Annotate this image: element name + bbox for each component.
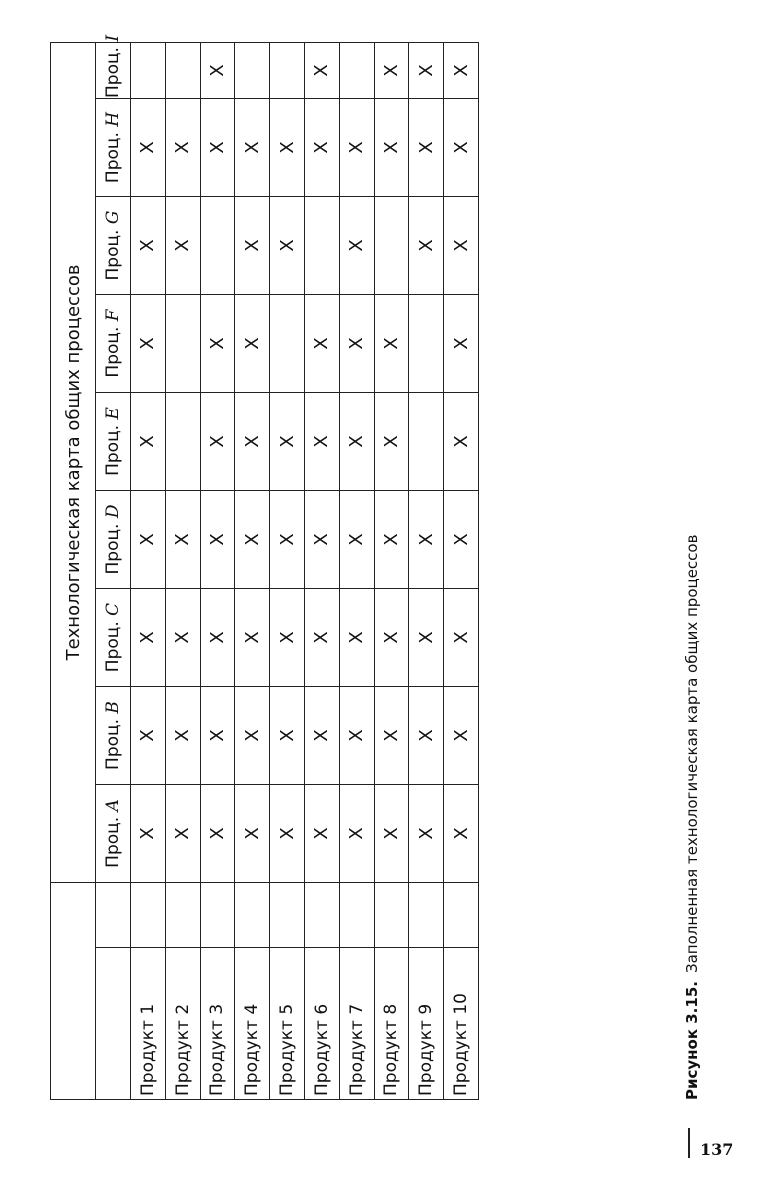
x-mark: X [276, 729, 298, 742]
column-letter: H [103, 111, 123, 127]
mark-cell [374, 42, 409, 98]
x-mark: X [346, 435, 368, 448]
x-mark: X [172, 141, 194, 154]
x-mark: X [346, 827, 368, 840]
table-title: Технологическая карта общих процессов [51, 42, 96, 882]
mark-cell [444, 42, 479, 98]
mark-cell [165, 785, 200, 883]
row-label: Продукт 4 [235, 948, 270, 1100]
column-header-i [96, 34, 131, 98]
x-mark: X [241, 239, 263, 252]
x-mark: X [206, 435, 228, 448]
column-header-f [96, 295, 131, 393]
mark-cell [131, 393, 166, 491]
header-blank-cell [51, 883, 96, 1100]
x-mark: X [241, 435, 263, 448]
x-mark: X [311, 827, 333, 840]
x-mark: X [241, 729, 263, 742]
mark-cell [409, 785, 444, 883]
mark-cell [409, 393, 444, 491]
mark-cell [165, 197, 200, 295]
x-mark: X [276, 239, 298, 252]
mark-cell [235, 42, 270, 98]
column-letter: D [103, 504, 123, 519]
mark-cell [409, 687, 444, 785]
x-mark: X [380, 533, 402, 546]
mark-cell [339, 295, 374, 393]
x-mark: X [450, 141, 472, 154]
x-mark: X [137, 141, 159, 154]
mark-cell [165, 42, 200, 98]
x-mark: X [137, 729, 159, 742]
table-row [374, 42, 409, 1099]
caption-label: Рисунок 3.15. [683, 981, 701, 1100]
figure-caption [683, 480, 705, 1100]
mark-cell [304, 589, 339, 687]
mark-cell [409, 589, 444, 687]
mark-cell [339, 393, 374, 491]
x-mark: X [276, 827, 298, 840]
x-mark: X [311, 141, 333, 154]
mark-cell [200, 393, 235, 491]
column-header-g [96, 197, 131, 295]
x-mark: X [137, 435, 159, 448]
caption-text: Заполненная технологическая карта общих процессов [683, 534, 701, 974]
row-spacer-cell [409, 883, 444, 948]
column-header-d [96, 491, 131, 589]
table-row [339, 42, 374, 1099]
mark-cell [339, 687, 374, 785]
process-map-table-container [50, 34, 475, 1100]
column-letter: C [103, 602, 123, 616]
mark-cell [304, 491, 339, 589]
x-mark: X [206, 64, 228, 77]
table-row [409, 42, 444, 1099]
x-mark: X [346, 729, 368, 742]
mark-cell [270, 393, 305, 491]
mark-cell [165, 393, 200, 491]
x-mark: X [276, 435, 298, 448]
x-mark: X [137, 533, 159, 546]
process-map-table [50, 34, 479, 1100]
page-number: 137 [700, 1140, 734, 1159]
column-prefix: Проц. [103, 229, 123, 281]
table-row [444, 42, 479, 1099]
mark-cell [444, 491, 479, 589]
mark-cell [339, 785, 374, 883]
row-spacer-cell [304, 883, 339, 948]
mark-cell [165, 99, 200, 197]
column-prefix: Проц. [103, 47, 123, 98]
mark-cell [270, 687, 305, 785]
mark-cell [270, 491, 305, 589]
mark-cell [235, 589, 270, 687]
x-mark: X [415, 631, 437, 644]
mark-cell [165, 491, 200, 589]
x-mark: X [450, 435, 472, 448]
mark-cell [165, 687, 200, 785]
mark-cell [304, 99, 339, 197]
table-row [235, 42, 270, 1099]
mark-cell [131, 295, 166, 393]
x-mark: X [276, 631, 298, 644]
x-mark: X [241, 533, 263, 546]
mark-cell [409, 42, 444, 98]
x-mark: X [380, 64, 402, 77]
x-mark: X [450, 337, 472, 350]
mark-cell [339, 491, 374, 589]
x-mark: X [241, 337, 263, 350]
mark-cell [131, 589, 166, 687]
x-mark: X [415, 827, 437, 840]
mark-cell [409, 99, 444, 197]
mark-cell [374, 197, 409, 295]
mark-cell [444, 785, 479, 883]
table-row [165, 42, 200, 1099]
x-mark: X [241, 631, 263, 644]
mark-cell [374, 99, 409, 197]
row-label: Продукт 8 [374, 948, 409, 1100]
table-row [270, 42, 305, 1099]
mark-cell [304, 295, 339, 393]
mark-cell [409, 197, 444, 295]
x-mark: X [172, 827, 194, 840]
mark-cell [304, 197, 339, 295]
row-spacer-cell [165, 883, 200, 948]
mark-cell [270, 197, 305, 295]
mark-cell [374, 687, 409, 785]
mark-cell [270, 785, 305, 883]
mark-cell [409, 295, 444, 393]
mark-cell [304, 393, 339, 491]
x-mark: X [206, 533, 228, 546]
mark-cell [270, 295, 305, 393]
mark-cell [200, 589, 235, 687]
column-letter: G [103, 210, 123, 225]
row-label: Продукт 3 [200, 948, 235, 1100]
row-spacer-cell [200, 883, 235, 948]
column-prefix: Проц. [103, 718, 123, 770]
x-mark: X [450, 533, 472, 546]
page-number-rule [688, 1128, 690, 1158]
column-letter: I [103, 34, 123, 42]
column-prefix: Проц. [103, 621, 123, 673]
mark-cell [444, 99, 479, 197]
mark-cell [131, 99, 166, 197]
x-mark: X [346, 141, 368, 154]
column-header-b [96, 687, 131, 785]
mark-cell [200, 197, 235, 295]
column-letter: B [103, 701, 123, 714]
mark-cell [235, 785, 270, 883]
mark-cell [165, 589, 200, 687]
mark-cell [374, 295, 409, 393]
mark-cell [270, 42, 305, 98]
table-row [131, 42, 166, 1099]
x-mark: X [172, 533, 194, 546]
table-row [200, 42, 235, 1099]
column-letter: E [103, 407, 123, 420]
column-header-e [96, 393, 131, 491]
mark-cell [200, 785, 235, 883]
mark-cell [374, 785, 409, 883]
mark-cell [444, 295, 479, 393]
mark-cell [444, 197, 479, 295]
row-label: Продукт 10 [444, 948, 479, 1100]
x-mark: X [276, 533, 298, 546]
x-mark: X [450, 631, 472, 644]
mark-cell [304, 687, 339, 785]
mark-cell [409, 491, 444, 589]
mark-cell [131, 687, 166, 785]
row-spacer-cell [131, 883, 166, 948]
mark-cell [270, 589, 305, 687]
row-label-header-blank [96, 948, 131, 1100]
mark-cell [339, 99, 374, 197]
x-mark: X [206, 631, 228, 644]
mark-cell [200, 42, 235, 98]
row-spacer-cell [235, 883, 270, 948]
column-letter: A [103, 799, 123, 812]
column-header-a [96, 785, 131, 883]
row-spacer-cell [339, 883, 374, 948]
mark-cell [444, 687, 479, 785]
column-prefix: Проц. [103, 816, 123, 868]
row-label: Продукт 6 [304, 948, 339, 1100]
x-mark: X [206, 827, 228, 840]
row-spacer-cell [270, 883, 305, 948]
mark-cell [200, 491, 235, 589]
column-header-c [96, 589, 131, 687]
x-mark: X [172, 729, 194, 742]
x-mark: X [137, 239, 159, 252]
x-mark: X [450, 64, 472, 77]
x-mark: X [206, 141, 228, 154]
x-mark: X [311, 631, 333, 644]
x-mark: X [172, 631, 194, 644]
x-mark: X [380, 141, 402, 154]
mark-cell [235, 687, 270, 785]
mark-cell [235, 197, 270, 295]
mark-cell [235, 491, 270, 589]
mark-cell [304, 785, 339, 883]
x-mark: X [380, 631, 402, 644]
x-mark: X [380, 827, 402, 840]
row-label: Продукт 7 [339, 948, 374, 1100]
spacer-header-blank [96, 883, 131, 948]
mark-cell [374, 393, 409, 491]
x-mark: X [346, 337, 368, 350]
mark-cell [200, 687, 235, 785]
x-mark: X [137, 827, 159, 840]
x-mark: X [137, 337, 159, 350]
column-letter: F [103, 309, 123, 322]
x-mark: X [311, 729, 333, 742]
column-prefix: Проц. [103, 424, 123, 476]
mark-cell [339, 197, 374, 295]
x-mark: X [415, 533, 437, 546]
mark-cell [374, 491, 409, 589]
x-mark: X [415, 729, 437, 742]
x-mark: X [415, 64, 437, 77]
mark-cell [235, 295, 270, 393]
column-prefix: Проц. [103, 132, 123, 184]
column-prefix: Проц. [103, 523, 123, 575]
mark-cell [444, 589, 479, 687]
x-mark: X [346, 239, 368, 252]
x-mark: X [311, 64, 333, 77]
x-mark: X [311, 435, 333, 448]
mark-cell [200, 99, 235, 197]
mark-cell [304, 42, 339, 98]
row-label: Продукт 2 [165, 948, 200, 1100]
row-label: Продукт 5 [270, 948, 305, 1100]
mark-cell [235, 99, 270, 197]
mark-cell [444, 393, 479, 491]
x-mark: X [241, 141, 263, 154]
mark-cell [131, 491, 166, 589]
mark-cell [131, 197, 166, 295]
x-mark: X [346, 533, 368, 546]
x-mark: X [380, 435, 402, 448]
x-mark: X [206, 729, 228, 742]
x-mark: X [346, 631, 368, 644]
x-mark: X [206, 337, 228, 350]
x-mark: X [311, 337, 333, 350]
x-mark: X [415, 239, 437, 252]
x-mark: X [380, 729, 402, 742]
mark-cell [374, 589, 409, 687]
x-mark: X [311, 533, 333, 546]
x-mark: X [415, 141, 437, 154]
row-label: Продукт 9 [409, 948, 444, 1100]
mark-cell [131, 42, 166, 98]
table-row [304, 42, 339, 1099]
mark-cell [270, 99, 305, 197]
mark-cell [131, 785, 166, 883]
x-mark: X [241, 827, 263, 840]
row-spacer-cell [374, 883, 409, 948]
row-spacer-cell [444, 883, 479, 948]
mark-cell [339, 42, 374, 98]
x-mark: X [380, 337, 402, 350]
x-mark: X [137, 631, 159, 644]
mark-cell [339, 589, 374, 687]
x-mark: X [450, 827, 472, 840]
x-mark: X [172, 239, 194, 252]
x-mark: X [450, 239, 472, 252]
mark-cell [165, 295, 200, 393]
mark-cell [235, 393, 270, 491]
row-label: Продукт 1 [131, 948, 166, 1100]
column-header-h [96, 99, 131, 197]
mark-cell [200, 295, 235, 393]
x-mark: X [276, 141, 298, 154]
column-prefix: Проц. [103, 326, 123, 378]
x-mark: X [450, 729, 472, 742]
